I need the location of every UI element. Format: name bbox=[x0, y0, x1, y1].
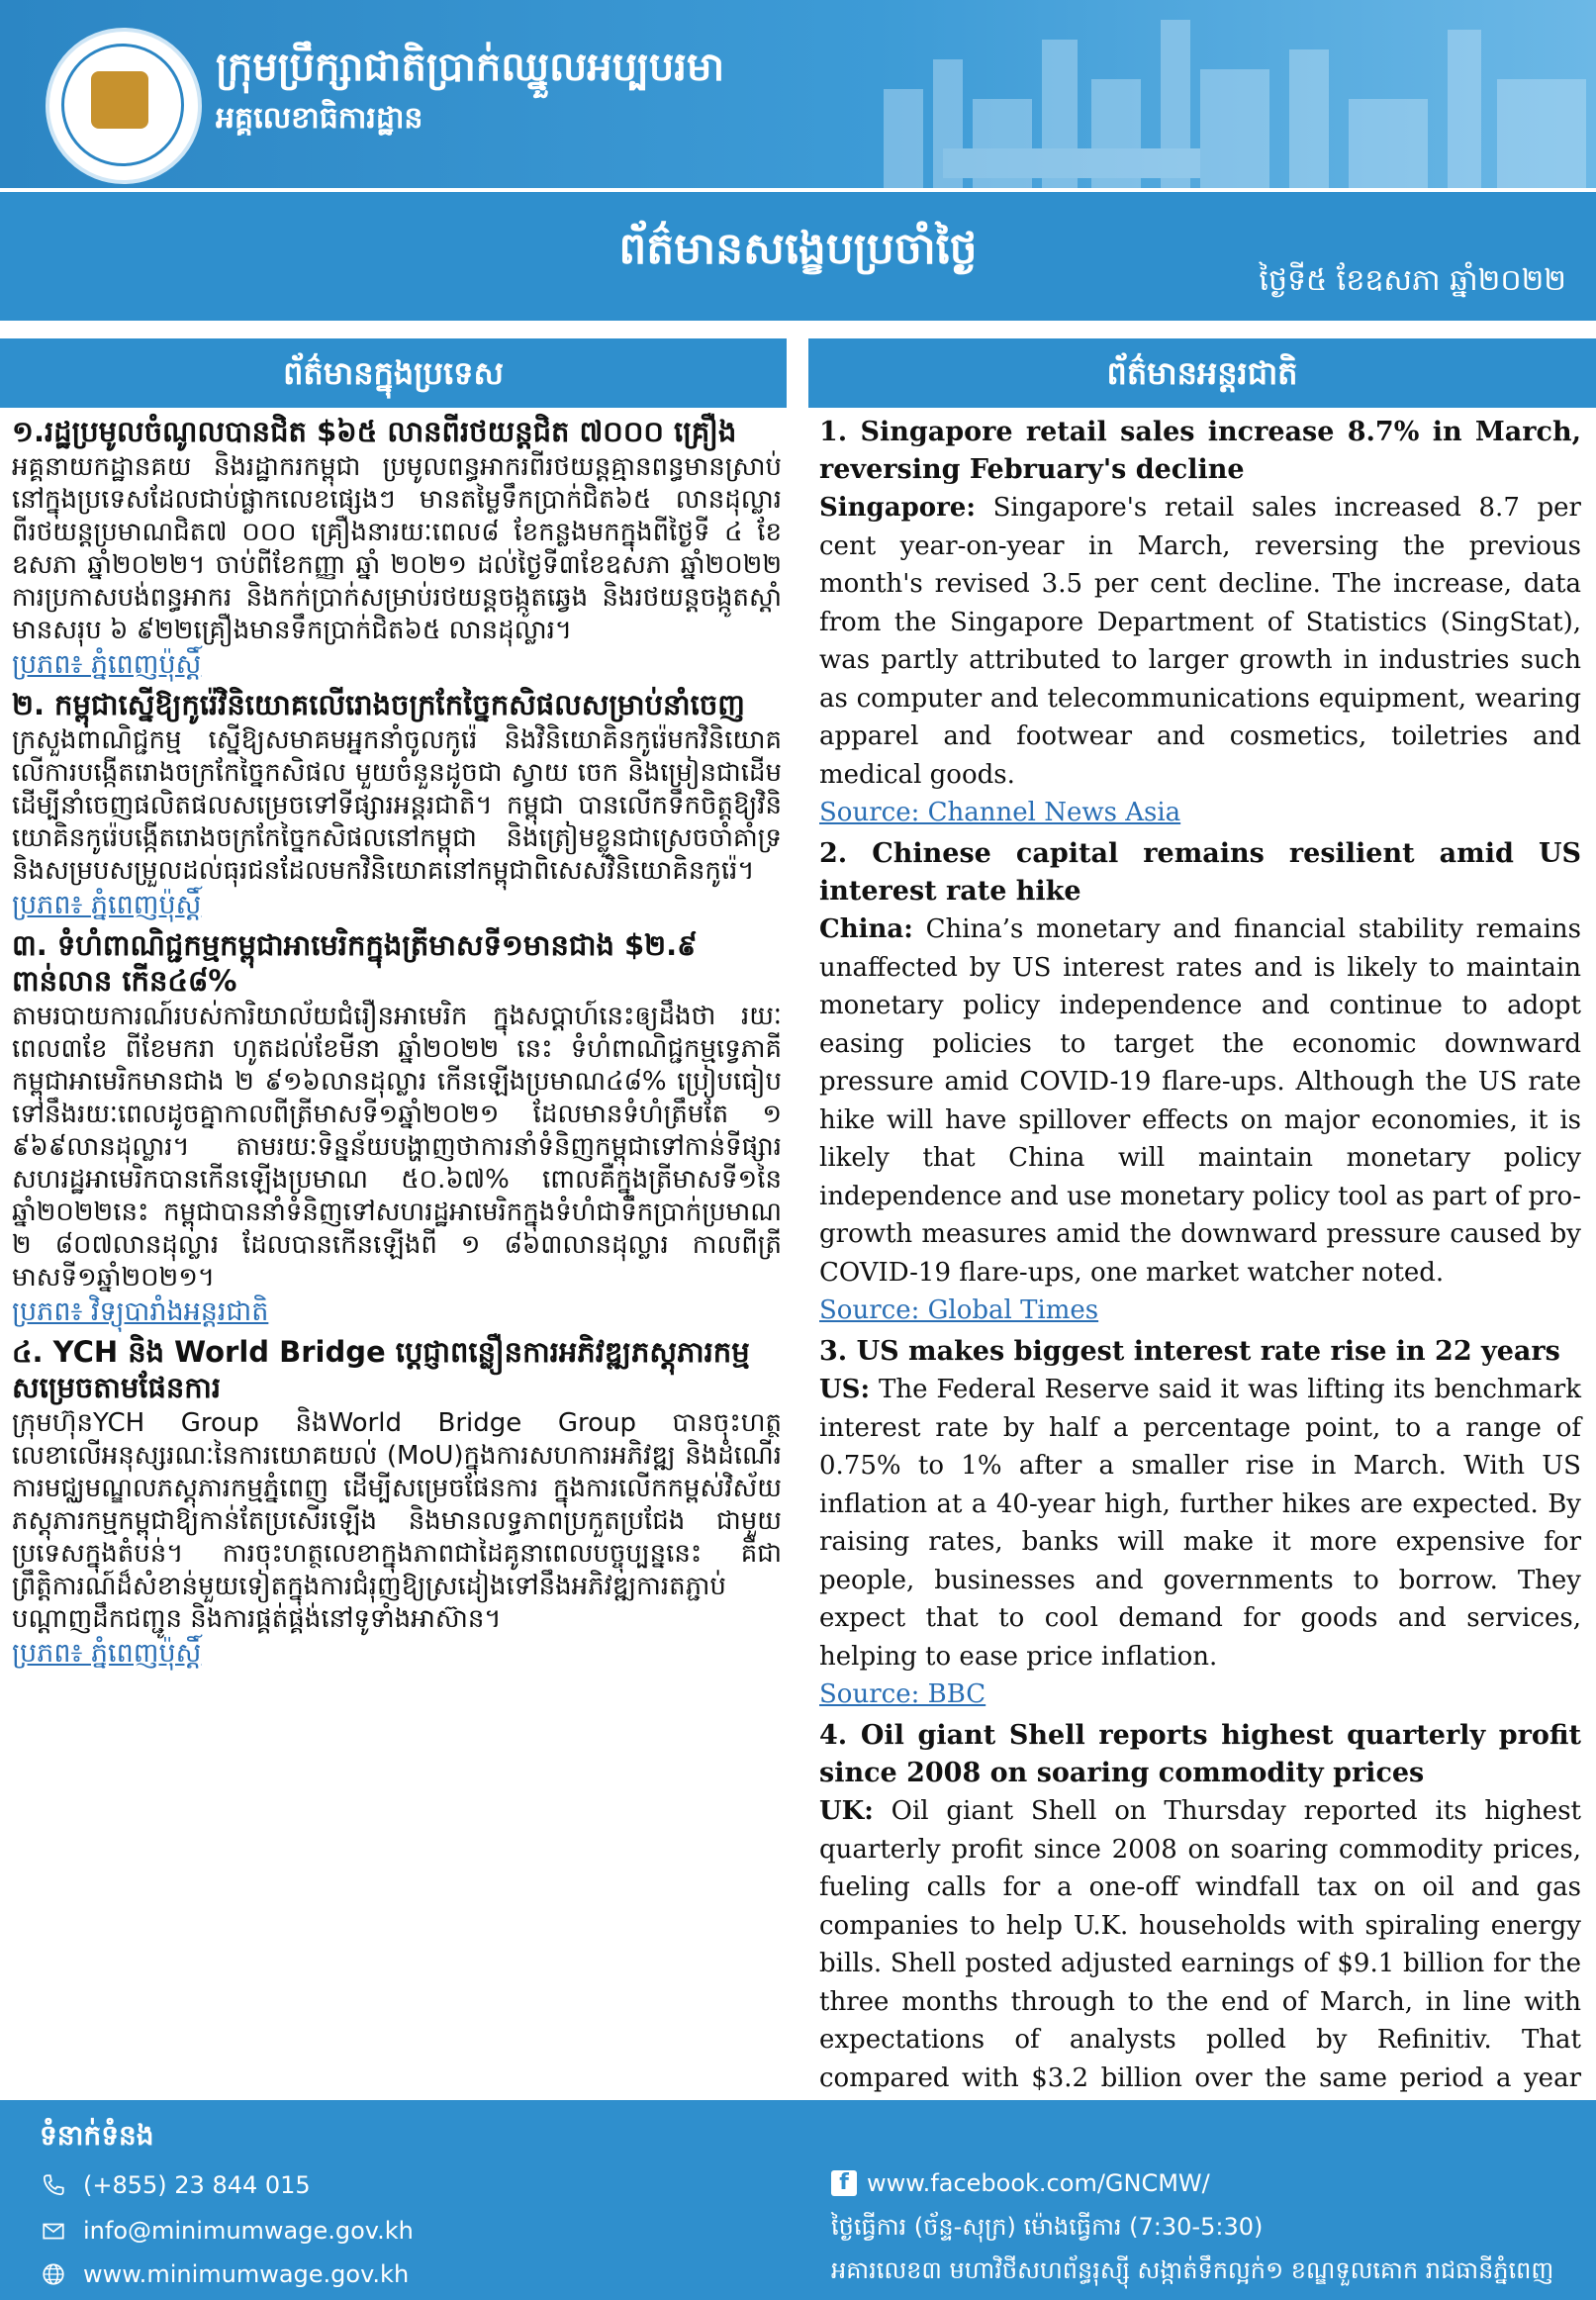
article-body: អគ្គនាយកដ្ឋានគយ និងរដ្ឋាករកម្ពុជា ប្រមូលពន្ធអាករពីរថយន្តគ្មានពន្ធមានស្រាប់នៅក្នុងប្រទេសដែលជាប់ផ្លាកលេខផ្សេងៗ មានតម្លៃទឹកប្រាក់ជិត៦៥ លានដុល្លារ ពីរថយន្តប្រមាណជិត៧ ០០០ គ្រឿងនារយៈពេល៨ ខែកន្លងមកក្នុងពីថ្ងៃទី ៤ ខែឧសភា ឆ្នាំ២០២២។ ចាប់ពីខែកញ្ញា ឆ្នាំ ២០២១ ដល់ថ្ងៃទី៣ខែឧសភា ឆ្នាំ២០២២ ការប្រកាសបង់ពន្ធអាករ និងកក់ប្រាក់សម្រាប់រថយន្តចង្កូតឆ្វេង និងរថយន្តចង្កូតស្តាំ មានសរុប ៦ ៩២២គ្រឿងមានទឹកប្រាក់ជិត៦៥ លានដុល្លារ។ bbox=[12, 452, 782, 645]
globe-icon bbox=[40, 2260, 67, 2288]
article-body bbox=[819, 1371, 1581, 1676]
bulletin-date: ថ្ងៃទី៥ ខែឧសភា ឆ្នាំ២០២២ bbox=[1259, 263, 1566, 298]
article-body: ក្រុមហ៊ុនYCH Group និងWorld Bridge Group បានចុះហត្ថលេខាលើអនុស្សរណៈនៃការយោគយល់ (MoU)ក្នុងការសហការអភិវឌ្ឍ និងដំណើរការមជ្ឈមណ្ឌលភស្តុភារកម្មភ្នំពេញ ដើម្បីសម្រេចផែនការ ក្នុងការលើកកម្ពស់វិស័យភស្តុភារកម្មកម្ពុជាឱ្យកាន់តែប្រសើរឡើង និងមានលទ្ធភាពប្រកួតប្រជែង ជាមួយប្រទេសក្នុងតំបន់។ ការចុះហត្ថលេខាក្នុងភាពជាដៃគូនាពេលបច្ចុប្បន្ននេះ គឺជាព្រឹត្តិការណ៍ដ៏សំខាន់មួយទៀតក្នុងការជំរុញឱ្យស្រដៀងទៅនឹងអភិវឌ្ឍការតភ្ជាប់បណ្តាញដឹកជញ្ជូន និងការផ្គត់ផ្គង់នៅទូទាំងអាស៊ាន។ bbox=[12, 1408, 782, 1634]
international-news-heading: ព័ត៌មានអន្តរជាតិ bbox=[808, 338, 1596, 408]
website-link[interactable]: www.minimumwage.gov.kh bbox=[83, 2260, 410, 2288]
article-source-link[interactable]: Source: Channel News Asia bbox=[819, 798, 1181, 827]
contact-details-right bbox=[831, 2161, 1553, 2292]
article-source-link[interactable]: Source: Global Times bbox=[819, 1295, 1099, 1325]
article-lead-location: China: bbox=[819, 914, 913, 944]
contact-email bbox=[40, 2217, 414, 2245]
article-title: ២. កម្ពុជាស្នើឱ្យកូរ៉េវិនិយោគលើរោងចក្រកែច្នៃកសិផលសម្រាប់នាំចេញ bbox=[12, 688, 745, 721]
domestic-news-column bbox=[12, 414, 782, 2096]
international-article bbox=[819, 1333, 1581, 1713]
domestic-article bbox=[12, 1334, 782, 1672]
article-source-link[interactable]: ប្រភព៖ វិទ្យុបារាំងអន្តរជាតិ bbox=[12, 1296, 269, 1327]
contact-website bbox=[40, 2260, 409, 2288]
domestic-news-heading: ព័ត៌មានក្នុងប្រទេស bbox=[0, 338, 787, 408]
phone-icon bbox=[40, 2171, 67, 2199]
article-title: ៤. YCH និង World Bridge ប្តេជ្ញាពន្លឿនការអភិវឌ្ឍភស្តុភារកម្មសម្រេចតាមផែនការ bbox=[12, 1335, 750, 1404]
office-address: អគារលេខ៣ មហាវិថីសហព័ន្ធរុស្ស៊ី សង្កាត់ទឹកល្អក់១ ខណ្ឌទួលគោក រាជធានីភ្នំពេញ bbox=[831, 2256, 1554, 2284]
international-article bbox=[819, 414, 1581, 831]
email-address[interactable]: info@minimumwage.gov.kh bbox=[83, 2217, 414, 2245]
council-logo bbox=[46, 28, 202, 184]
facebook-icon: f bbox=[831, 2170, 857, 2196]
contact-title: ទំនាក់ទំនង bbox=[40, 2119, 154, 2152]
international-news-column bbox=[819, 414, 1581, 2096]
contact-phone bbox=[40, 2171, 311, 2199]
article-body: ក្រសួងពាណិជ្ជកម្ម ស្នើឱ្យសមាគមអ្នកនាំចូលកូរ៉េ និងវិនិយោគិនកូរ៉េមកវិនិយោគលើការបង្កើតរោងចក្រកែច្នៃកសិផល មួយចំនួនដូចជា ស្វាយ ចេក និងម្រៀនជាដើម ដើម្បីនាំចេញផលិតផលសម្រេចទៅទីផ្សារអន្តរជាតិ។ កម្ពុជា បានលើកទឹកចិត្តឱ្យវិនិយោគិនកូរ៉េបង្កើតរោងចក្រកែច្នៃកសិផលនៅកម្ពុជា និងត្រៀមខ្លួនជាស្រេចចាំគាំទ្រ និងសម្របសម្រួលដល់ធុរជនដែលមកវិនិយោគនៅកម្ពុជាពិសេសវិនិយោគិនកូរ៉េ។ bbox=[12, 725, 782, 886]
facebook-row bbox=[831, 2161, 1553, 2205]
article-lead-location: UK: bbox=[819, 1796, 874, 1826]
article-body: តាមរបាយការណ៍របស់ការិយាល័យជំរឿនអាមេរិក ក្នុងសប្តាហ៍នេះឲ្យដឹងថា រយៈពេល៣ខែ ពីខែមករា ហូតដល់ខែមីនា ឆ្នាំ២០២២ នេះ ទំហំពាណិជ្ជកម្មទ្វេភាគីកម្ពុជាអាមេរិកមានជាង ២ ៩១៦លានដុល្លារ កើនឡើងប្រមាណ៤៨% ប្រៀបធៀបទៅនឹងរយៈពេលដូចគ្នាកាលពីត្រីមាសទី១ឆ្នាំ២០២១ ដែលមានទំហំត្រឹមតែ ១ ៩៦៩លានដុល្លារ។ តាមរយៈទិន្នន័យបង្ហាញថាការនាំទំនិញកម្ពុជាទៅកាន់ទីផ្សារសហរដ្ឋអាមេរិកបានកើនឡើងប្រមាណ ៥០.៦៧% ពោលគឺក្នុងត្រីមាសទី១នៃឆ្នាំ២០២២នេះ កម្ពុជាបាននាំទំនិញទៅសហរដ្ឋអាមេរិកក្នុងទំហំជាទឹកប្រាក់ប្រមាណ ២ ៨០៧លានដុល្លារ ដែលបានកើនឡើងពី ១ ៨៦៣លានដុល្លារ កាលពីត្រីមាសទី១ឆ្នាំ២០២១។ bbox=[12, 1002, 782, 1293]
article-body-text: The Federal Reserve said it was lifting its benchmark interest rate by half a percentage point, to a range of 0.75% to 1% after a smaller rise in March. With US inflation at a 40-year high, further hikes are expected. By raising rates, banks will make it more expensive for people, businesses and governments to borrow. They expect that to cool demand for goods and services, helping to ease price inflation. bbox=[819, 1375, 1581, 1672]
domestic-article bbox=[12, 927, 782, 1330]
facebook-link[interactable]: www.facebook.com/GNCMW/ bbox=[867, 2169, 1210, 2197]
article-source-link[interactable]: ប្រភព៖ ភ្នំពេញប៉ុស្តិ៍ bbox=[12, 890, 202, 920]
organization-name: ក្រុមប្រឹក្សាជាតិប្រាក់ឈ្នួលអប្បបរមា bbox=[216, 45, 725, 90]
article-title: 4. Oil giant Shell reports highest quarterly profit since 2008 on soaring commodity prices bbox=[819, 1720, 1581, 1788]
article-body bbox=[819, 489, 1581, 794]
domestic-article bbox=[12, 414, 782, 683]
domestic-article bbox=[12, 687, 782, 923]
contact-footer bbox=[0, 2100, 1596, 2300]
organization-subtitle: អគ្គលេខាធិការដ្ឋាន bbox=[216, 101, 423, 136]
article-title: 1. Singapore retail sales increase 8.7% in March, reversing February's decline bbox=[819, 417, 1581, 485]
phone-number[interactable]: (+855) 23 844 015 bbox=[83, 2171, 311, 2199]
article-body-text: China’s monetary and financial stability remains unaffected by US interest rates and is likely to maintain monetary policy independence and continue to adopt easing policies to target the economic downward pressure amid COVID-19 flare-ups. Although the US rate hike will have spillover effects on major economies, it is likely that China will maintain monetary policy independence and use monetary policy tool as part of pro-growth measures amid the downward pressure caused by COVID-19 flare-ups, one market watcher noted. bbox=[819, 914, 1581, 1288]
article-title: 2. Chinese capital remains resilient amid US interest rate hike bbox=[819, 838, 1581, 907]
article-lead-location: Singapore: bbox=[819, 493, 976, 523]
article-body bbox=[819, 1792, 1581, 2136]
article-lead-location: US: bbox=[819, 1375, 871, 1404]
mail-icon bbox=[40, 2217, 67, 2245]
article-title: ១.រដ្ឋប្រមូលចំណូលបានជិត $៦៥ លានពីរថយន្តជិត ៧០០០ គ្រឿង bbox=[12, 415, 737, 448]
article-title: 3. US makes biggest interest rate rise in 22 years bbox=[819, 1336, 1560, 1367]
header-banner bbox=[0, 0, 1596, 188]
international-article bbox=[819, 835, 1581, 1329]
city-skyline-graphic bbox=[844, 0, 1596, 188]
bulletin-title: ព័ត៌មានសង្ខេបប្រចាំថ្ងៃ bbox=[618, 224, 978, 274]
article-body-text: Oil giant Shell on Thursday reported its highest quarterly profit since 2008 on soaring commodity prices, fueling calls for a one-off windfall tax on oil and gas companies to help U.K. households with spiraling energy bills. Shell posted adjusted earnings of $9.1 billion for the three months through to the end of March, in line with expectations of analysts polled by Refinitiv. That compared with $3.2 billion over the same period a year bbox=[819, 1796, 1581, 2093]
article-title: ៣. ទំហំពាណិជ្ជកម្មកម្ពុជាអាមេរិកក្នុងត្រីមាសទី១មានជាង $២.៩ ពាន់លាន កើន៤៨% bbox=[12, 928, 698, 998]
bulletin-title-band bbox=[0, 188, 1596, 321]
article-source-link[interactable]: ប្រភព៖ ភ្នំពេញប៉ុស្តិ៍ bbox=[12, 1638, 202, 1669]
article-source-link[interactable]: Source: BBC bbox=[819, 1679, 986, 1709]
article-body bbox=[819, 910, 1581, 1292]
article-source-link[interactable]: ប្រភព៖ ភ្នំពេញប៉ុស្តិ៍ bbox=[12, 649, 202, 680]
working-hours: ថ្ងៃធ្វើការ (ច័ន្ទ-សុក្រ) ម៉ោងធ្វើការ (7:30-5:30) bbox=[831, 2213, 1264, 2241]
article-body-text: Singapore's retail sales increased 8.7 per cent year-on-year in March, reversing the previous month's revised 3.5 per cent decline. The increase, data from the Singapore Department of Statistics (SingStat), was partly attributed to larger growth in industries such as computer and telecommunications equipment, wearing apparel and footwear and cosmetics, toiletries and medical goods. bbox=[819, 493, 1581, 790]
